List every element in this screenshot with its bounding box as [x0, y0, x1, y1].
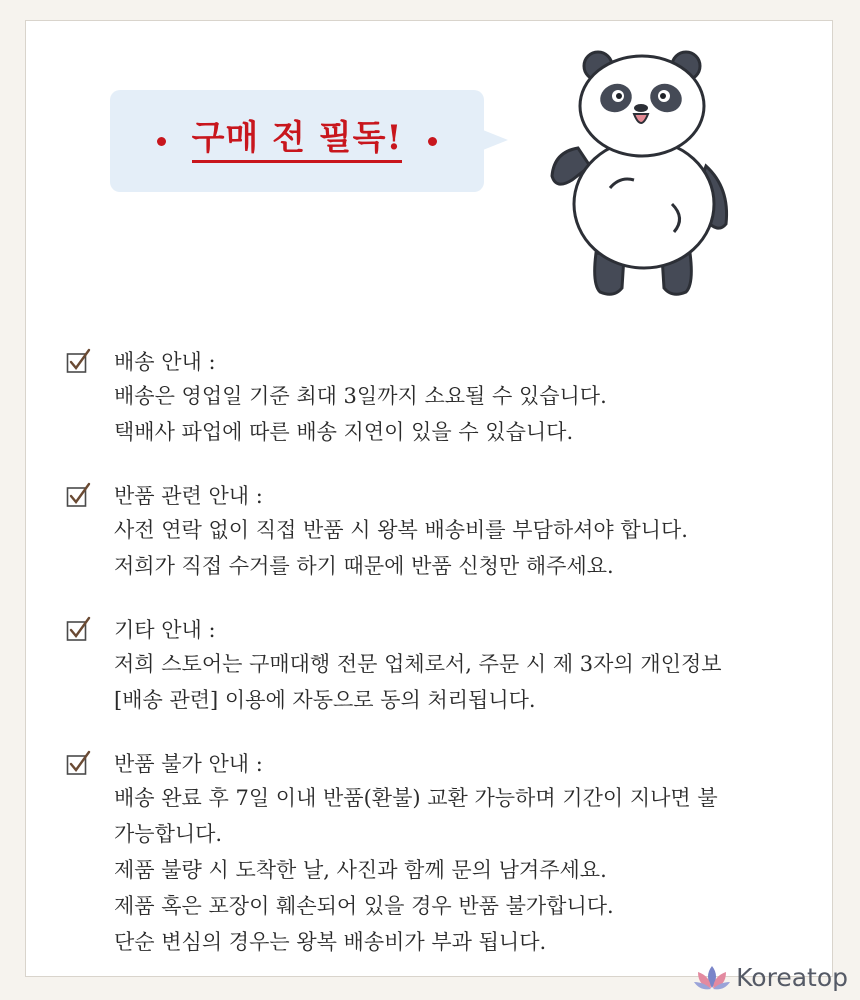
- speech-bubble-tail: [478, 128, 508, 152]
- section-title: 반품 관련 안내 :: [114, 484, 263, 508]
- section-title: 기타 안내 :: [114, 618, 216, 642]
- section-line: 제품 불량 시 도착한 날, 사진과 함께 문의 남겨주세요.: [114, 858, 607, 882]
- section-title: 배송 안내 :: [114, 350, 216, 374]
- section-line: 배송 완료 후 7일 이내 반품(환불) 교환 가능하며 기간이 지나면 불: [114, 786, 718, 810]
- section-line: 사전 연락 없이 직접 반품 시 왕복 배송비를 부담하셔야 합니다.: [114, 518, 688, 542]
- checkbox-checked-icon: [66, 482, 92, 508]
- notice-title: 구매 전 필독!: [192, 119, 403, 163]
- checkbox-checked-icon: [66, 750, 92, 776]
- lotus-icon: [692, 964, 732, 992]
- section-line: 배송은 영업일 기준 최대 3일까지 소요될 수 있습니다.: [114, 384, 607, 408]
- checkbox-checked-icon: [66, 616, 92, 642]
- section-line: 택배사 파업에 따른 배송 지연이 있을 수 있습니다.: [114, 420, 574, 444]
- bullet-dot-right: [428, 137, 437, 146]
- section-line: 가능합니다.: [114, 822, 223, 846]
- notice-section-other: [66, 612, 826, 718]
- section-line: 제품 혹은 포장이 훼손되어 있을 경우 반품 불가합니다.: [114, 894, 614, 918]
- notice-section-shipping: [66, 344, 826, 450]
- brand-name: Koreatop: [736, 963, 848, 992]
- section-line: 저희 스토어는 구매대행 전문 업체로서, 주문 시 제 3자의 개인정보: [114, 652, 722, 676]
- checkbox-checked-icon: [66, 348, 92, 374]
- panda-icon: [548, 48, 738, 298]
- section-line: [배송 관련] 이용에 자동으로 동의 처리됩니다.: [114, 688, 536, 712]
- notice-section-no-return: [66, 746, 826, 960]
- bullet-dot-left: [157, 137, 166, 146]
- notice-section-return: [66, 478, 826, 584]
- brand-watermark: [692, 963, 848, 992]
- section-line: 단순 변심의 경우는 왕복 배송비가 부과 됩니다.: [114, 930, 547, 954]
- speech-bubble: [110, 90, 484, 192]
- section-line: 저희가 직접 수거를 하기 때문에 반품 신청만 해주세요.: [114, 554, 614, 578]
- section-title: 반품 불가 안내 :: [114, 752, 263, 776]
- notice-sections: [66, 344, 826, 988]
